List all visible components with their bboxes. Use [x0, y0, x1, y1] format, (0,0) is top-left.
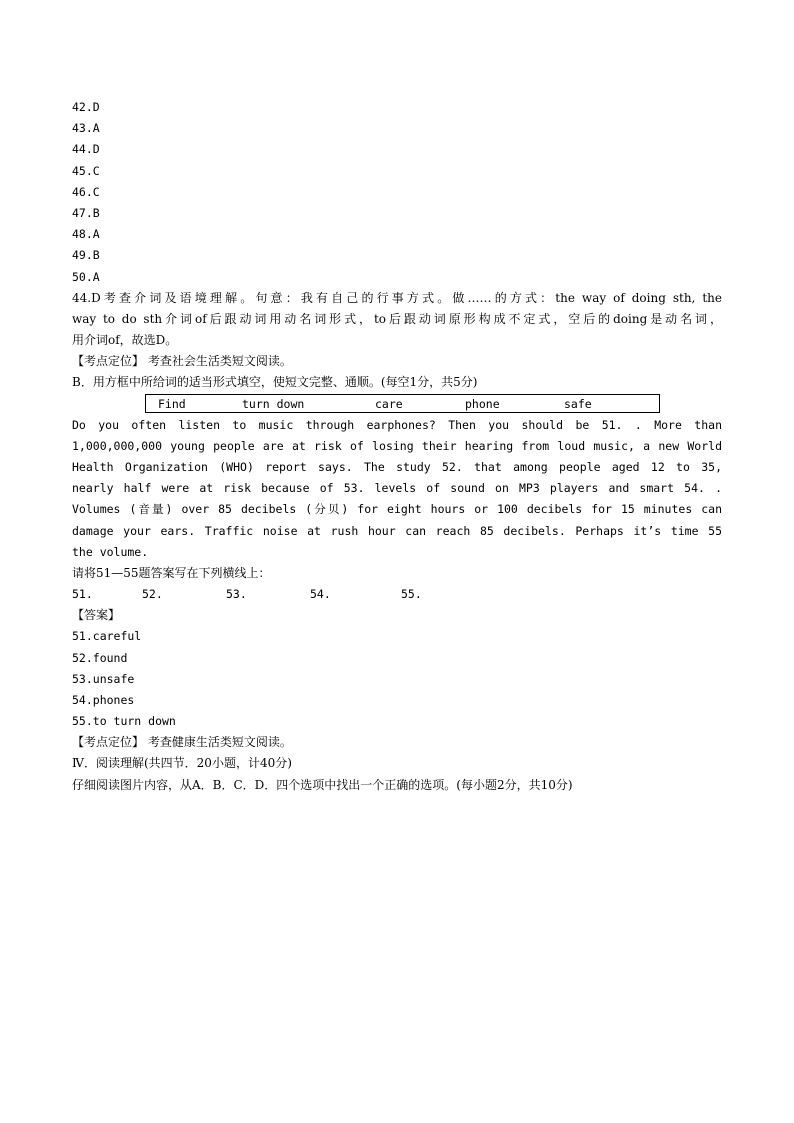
- word-safe: safe: [564, 396, 592, 411]
- passage-line: Health Organization (WHO) report says. The study 52. that among people aged 12 to 35,: [72, 460, 722, 474]
- answer-list: [72, 97, 722, 288]
- part-4-instruction: 仔细阅读图片内容，从A．B．C．D．四个选项中找出一个正确的选项。(每小题2分，共10分): [72, 777, 573, 792]
- answer-44: 44.D: [72, 142, 100, 157]
- topic-focus-health: 【考点定位】 考查健康生活类短文阅读。: [72, 735, 292, 750]
- write-instruction: 请将51—55题答案写在下列横线上：: [72, 565, 271, 580]
- document-page: [72, 97, 722, 796]
- explanation-line: way to do sth介词of后跟动词用动名词形式，to后跟动词原形构成不定式，空后的doing是动名词，: [72, 311, 722, 326]
- answer-52: 52.found: [72, 650, 128, 665]
- answer-47: 47.B: [72, 205, 100, 220]
- answer-51: 51.careful: [72, 629, 142, 644]
- answer-43: 43.A: [72, 121, 100, 136]
- answer-42: 42.D: [72, 100, 100, 114]
- answer-46: 46.C: [72, 184, 100, 199]
- passage-line: 1,000,000,000 young people are at risk of losing their hearing from loud music, a new World: [72, 438, 722, 453]
- blank-53: 53.: [226, 587, 247, 602]
- answer-55: 55.to turn down: [72, 714, 176, 729]
- cloze-passage: [72, 415, 722, 563]
- word-care: care: [375, 396, 403, 411]
- word-box-row: [72, 394, 722, 415]
- word-find: Find: [158, 396, 186, 411]
- part-4-heading: Ⅳ．阅读理解(共四节．20小题，计40分): [72, 756, 292, 771]
- answer-48: 48.A: [72, 227, 100, 242]
- answer-54: 54.phones: [72, 692, 135, 707]
- passage-line: the volume.: [72, 544, 149, 559]
- word-phone: phone: [465, 396, 500, 411]
- passage-line: nearly half were at risk because of 53. levels of sound on MP3 players and smart 54. .: [72, 481, 722, 496]
- explanation-44: [72, 288, 722, 352]
- blank-52: 52.: [142, 587, 163, 602]
- answer-45: 45.C: [72, 163, 100, 178]
- blank-55: 55.: [401, 587, 422, 602]
- part-b-instruction: B．用方框中所给词的适当形式填空，使短文完整、通顺。(每空1分，共5分): [72, 375, 478, 390]
- topic-focus-social: 【考点定位】 考查社会生活类短文阅读。: [72, 354, 292, 369]
- passage-line: Do you often listen to music through earphones? Then you should be 51. . More than: [72, 417, 722, 432]
- blank-54: 54.: [310, 587, 331, 602]
- part-b-answers: [72, 626, 722, 732]
- answer-heading: 【答案】: [72, 608, 121, 623]
- explanation-line: 用介词of，故选D。: [72, 333, 178, 348]
- word-turn-down: turn down: [242, 396, 305, 411]
- blank-51: 51.: [72, 587, 93, 602]
- word-box: [145, 394, 660, 413]
- answer-50: 50.A: [72, 269, 100, 284]
- passage-line: damage your ears. Traffic noise at rush hour can reach 85 decibels. Perhaps it’s time 55: [72, 523, 722, 538]
- answer-49: 49.B: [72, 248, 100, 263]
- blank-number-row: [72, 584, 722, 605]
- passage-line: Volumes (音量) over 85 decibels (分贝) for eight hours or 100 decibels for 15 minutes can: [72, 502, 722, 517]
- answer-53: 53.unsafe: [72, 671, 135, 686]
- explanation-line: 44.D考查介词及语境理解。句意：我有自己的行事方式。做……的方式：the way of doing sth, the: [72, 290, 722, 305]
